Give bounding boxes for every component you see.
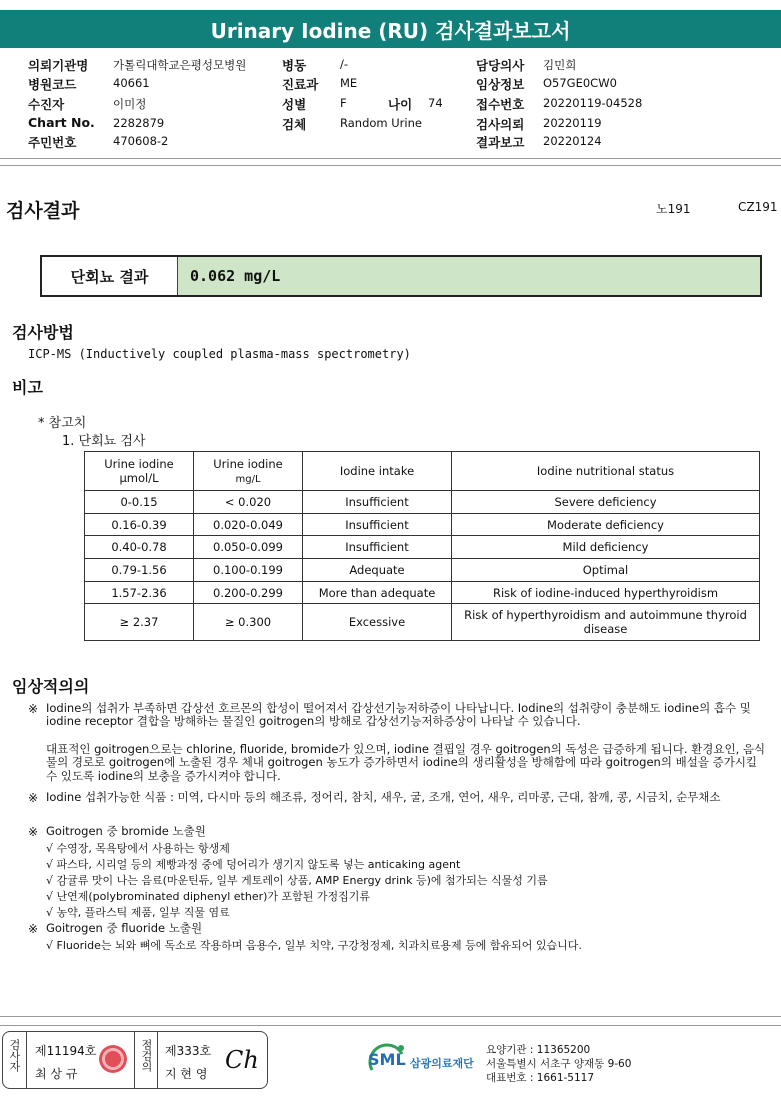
result-box <box>40 255 762 297</box>
reference-subtitle: 1. 단회뇨 검사 <box>62 434 146 449</box>
org-info: 서울특별시 서초구 양재동 9-60 <box>486 1058 632 1070</box>
table-cell: 0.79-1.56 <box>85 559 194 582</box>
table-cell: Insufficient <box>303 536 452 559</box>
divider <box>134 1032 135 1088</box>
table-cell: Risk of hyperthyroidism and autoimmune thyroid disease <box>452 604 760 641</box>
table-cell: Severe deficiency <box>452 491 760 514</box>
header-label: 검사의뢰 <box>476 117 525 132</box>
method-text: ICP-MS (Inductively coupled plasma-mass spectrometry) <box>28 347 411 361</box>
reference-table <box>84 451 760 641</box>
table-cell: More than adequate <box>303 581 452 604</box>
reviewer-label: 점검의 <box>140 1039 153 1072</box>
table-cell: 0.16-0.39 <box>85 513 194 536</box>
note-mark: ※ <box>28 791 39 805</box>
table-header <box>85 452 194 491</box>
table-cell: 0.40-0.78 <box>85 536 194 559</box>
header-value: 20220119 <box>543 116 602 130</box>
org-name: 삼광의료재단 <box>410 1057 474 1070</box>
header-value: 가톨릭대학교은평성모병원 <box>113 58 247 72</box>
divider <box>26 1032 27 1088</box>
seal-stamp-icon <box>99 1045 127 1073</box>
clinical-heading: 임상적의의 <box>12 677 90 696</box>
table-cell: Mild deficiency <box>452 536 760 559</box>
result-value: 0.062 mg/L <box>178 257 760 295</box>
table-row <box>85 491 760 514</box>
divider <box>0 1025 781 1026</box>
reference-title: * 참고치 <box>38 416 87 431</box>
signature: Ch <box>225 1046 259 1074</box>
table-cell: 0.200-0.299 <box>194 581 303 604</box>
header-value: ME <box>340 76 358 90</box>
fluoride-item: √ Fluoride는 뇌와 뼈에 독소로 작용하며 음용수, 일부 치약, 구강청정제, 치과치료용제 등에 함유되어 있습니다. <box>46 939 582 952</box>
header-label: Chart No. <box>28 115 95 130</box>
table-cell: ≥ 0.300 <box>194 604 303 641</box>
header-line: Urine iodine <box>104 457 174 471</box>
divider <box>0 158 781 159</box>
inspector-number: 제11194호 <box>35 1044 97 1058</box>
table-row <box>85 536 760 559</box>
age-label: 나이 <box>388 97 413 112</box>
header-value: F <box>340 96 347 110</box>
header-label: 접수번호 <box>476 97 525 112</box>
divider <box>0 165 781 166</box>
header-value: /- <box>340 57 349 71</box>
header-label: 수진자 <box>28 97 65 112</box>
table-row <box>85 513 760 536</box>
table-row <box>85 581 760 604</box>
org-info: 요양기관 : 11365200 <box>486 1044 591 1056</box>
header-label: 담당의사 <box>476 58 525 73</box>
fluoride-heading: Goitrogen 중 fluoride 노출원 <box>46 921 203 935</box>
table-cell: 0.050-0.099 <box>194 536 303 559</box>
header-value: 이미정 <box>113 97 147 111</box>
header-line: μmol/L <box>119 471 159 485</box>
bromide-item: √ 파스타, 시리얼 등의 제빵과정 중에 덩어리가 생기지 않도록 넣는 anticaking agent <box>46 858 461 871</box>
clinical-paragraph: Iodine의 섭취가 부족하면 갑상선 호르몬의 합성이 떨어져서 갑상선기능저하증이 나타납니다. Iodine의 섭취량이 충분해도 iodine의 흡수 및 iodine receptor 결합을 방해하는 물질인 goitrogen의 방해로 갑상선기능저하증상이 나타날 수 있습니다. <box>46 701 751 729</box>
table-cell: Excessive <box>303 604 452 641</box>
table-row <box>85 604 760 641</box>
sml-logo <box>368 1040 404 1076</box>
reviewer-name: 지 현 영 <box>165 1067 208 1081</box>
table-cell: Insufficient <box>303 491 452 514</box>
header-value: Random Urine <box>340 116 422 130</box>
table-cell: < 0.020 <box>194 491 303 514</box>
result-code: CZ191 <box>738 200 778 214</box>
header-label: 임상정보 <box>476 77 525 92</box>
table-cell: Adequate <box>303 559 452 582</box>
header-value: 김민희 <box>543 58 577 72</box>
divider <box>0 1016 781 1017</box>
header-label: 성별 <box>282 97 307 112</box>
inspector-name: 최 상 규 <box>35 1067 78 1081</box>
age-value: 74 <box>428 96 443 110</box>
table-header <box>194 452 303 491</box>
table-cell: 0.020-0.049 <box>194 513 303 536</box>
header-label: 결과보고 <box>476 135 525 150</box>
divider <box>157 1032 158 1088</box>
remarks-heading: 비고 <box>12 378 43 397</box>
header-label: 주민번호 <box>28 135 77 150</box>
header-value: 40661 <box>113 76 150 90</box>
table-cell: 0.100-0.199 <box>194 559 303 582</box>
reviewer-number: 제333호 <box>165 1044 212 1058</box>
bromide-item: √ 농약, 플라스틱 제품, 일부 직물 염료 <box>46 906 230 919</box>
table-cell: Insufficient <box>303 513 452 536</box>
bromide-item: √ 수영장, 목욕탕에서 사용하는 항생제 <box>46 842 230 855</box>
method-heading: 검사방법 <box>12 323 74 342</box>
header-value: O57GE0CW0 <box>543 76 617 90</box>
bromide-heading: Goitrogen 중 bromide 노출원 <box>46 824 206 838</box>
org-info: 대표번호 : 1661-5117 <box>486 1072 595 1084</box>
bromide-item: √ 난연제(polybrominated diphenyl ether)가 포함된 가정집기류 <box>46 890 371 903</box>
logo-text: SML <box>368 1050 406 1069</box>
table-cell: Risk of iodine-induced hyperthyroidism <box>452 581 760 604</box>
table-header: Iodine nutritional status <box>452 452 760 491</box>
result-code: 노191 <box>656 202 691 216</box>
header-label: 의뢰기관명 <box>28 58 89 73</box>
table-cell: 0-0.15 <box>85 491 194 514</box>
results-section-title: 검사결과 <box>6 200 80 222</box>
header-line: mg/L <box>235 474 261 485</box>
header-label: 병동 <box>282 58 307 73</box>
table-header-row <box>85 452 760 491</box>
bromide-item: √ 감귤류 맛이 나는 음료(마운틴듀, 일부 게토레이 상품, AMP Energy drink 등)에 첨가되는 식물성 기름 <box>46 874 548 887</box>
report-title: Urinary Iodine (RU) 검사결과보고서 <box>0 10 781 48</box>
table-cell: Optimal <box>452 559 760 582</box>
note-mark: ※ <box>28 825 39 839</box>
inspector-label: 검사자 <box>8 1039 21 1072</box>
clinical-paragraph: 대표적인 goitrogen으로는 chlorine, fluoride, bromide가 있으며, iodine 결핍일 경우 goitrogen의 독성은 급증하게 됩니다. 환경요인, 음식물의 경로로 goitrogen에 노출된 경우 체내 goitrogen 농도가 증가하면서 iodine의 생리활성을 방해함에 따라 goitrogen의 배설을 증가시킬 수 있도록 iodine의 보충을 증가시켜야 합니다. <box>46 742 766 783</box>
table-row <box>85 559 760 582</box>
note-mark: ※ <box>28 922 39 936</box>
table-cell: 1.57-2.36 <box>85 581 194 604</box>
header-value: 20220124 <box>543 134 602 148</box>
table-cell: Moderate deficiency <box>452 513 760 536</box>
header-label: 진료과 <box>282 77 319 92</box>
table-cell: ≥ 2.37 <box>85 604 194 641</box>
signature-box <box>2 1031 268 1089</box>
header-value: 20220119-04528 <box>543 96 643 110</box>
header-label: 병원코드 <box>28 77 77 92</box>
header-label: 검체 <box>282 117 307 132</box>
food-list: Iodine 섭취가능한 식품 : 미역, 다시마 등의 해조류, 정어리, 참치, 새우, 굴, 조개, 연어, 새우, 리마콩, 근대, 참깨, 콩, 시금치, 순무채소 <box>46 790 721 804</box>
result-label: 단회뇨 결과 <box>42 257 178 295</box>
header-value: 470608-2 <box>113 134 169 148</box>
header-line: Urine iodine <box>213 457 283 471</box>
header-value: 2282879 <box>113 116 165 130</box>
note-mark: ※ <box>28 702 39 716</box>
table-header: Iodine intake <box>303 452 452 491</box>
